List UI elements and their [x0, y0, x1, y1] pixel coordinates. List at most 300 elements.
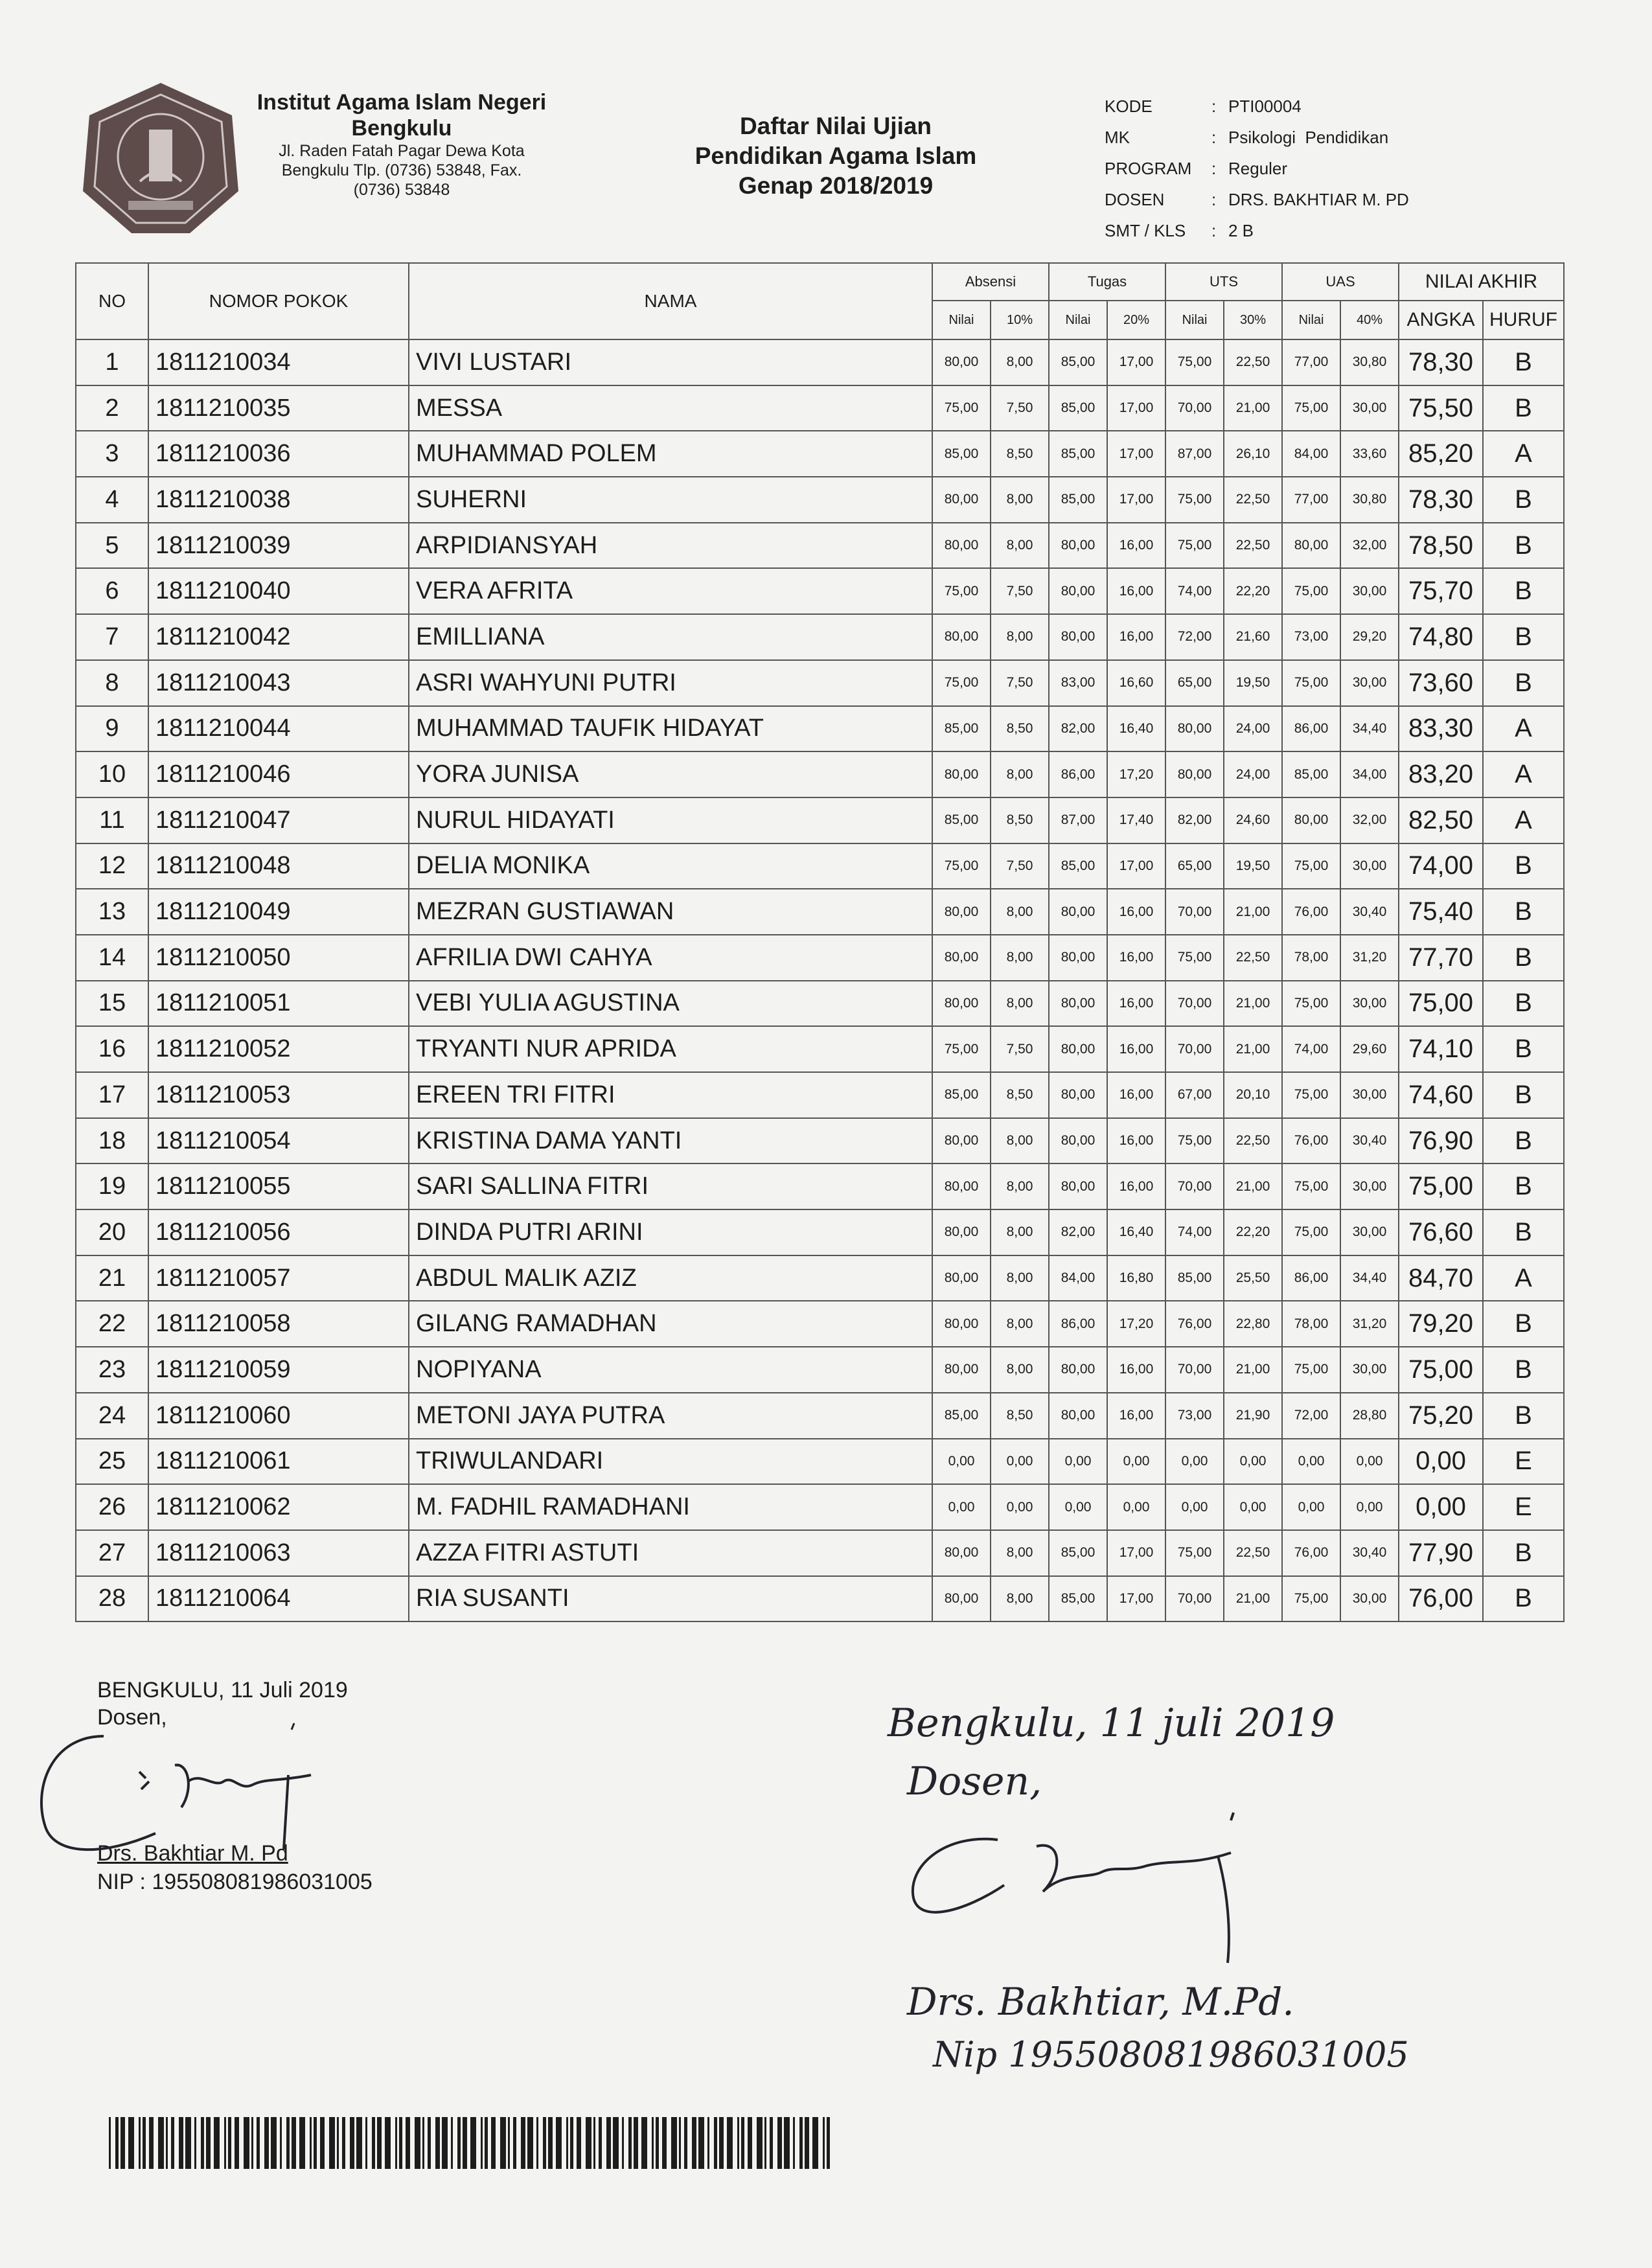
- row-huruf: E: [1483, 1439, 1564, 1485]
- row-abs-nilai: 85,00: [932, 797, 991, 843]
- row-nim: 1811210046: [148, 751, 409, 797]
- row-nama: SUHERNI: [409, 477, 932, 523]
- meta-value: DRS. BAKHTIAR M. PD: [1228, 190, 1409, 209]
- row-uas-pct: 30,00: [1340, 1209, 1399, 1255]
- row-abs-nilai: 85,00: [932, 1393, 991, 1439]
- row-abs-pct: 8,50: [991, 1393, 1049, 1439]
- row-nama: DELIA MONIKA: [409, 843, 932, 889]
- row-huruf: A: [1483, 431, 1564, 477]
- row-uts-nilai: 75,00: [1165, 935, 1224, 981]
- row-uts-pct: 21,00: [1224, 1163, 1282, 1209]
- row-angka: 78,50: [1399, 523, 1483, 569]
- row-tgs-nilai: 85,00: [1049, 1576, 1107, 1622]
- row-abs-pct: 8,00: [991, 614, 1049, 660]
- row-huruf: B: [1483, 1209, 1564, 1255]
- row-huruf: B: [1483, 1026, 1564, 1072]
- table-row: [76, 431, 1564, 477]
- row-uas-pct: 33,60: [1340, 431, 1399, 477]
- row-tgs-pct: 16,00: [1107, 1393, 1165, 1439]
- row-tgs-nilai: 0,00: [1049, 1439, 1107, 1485]
- row-uas-nilai: 72,00: [1282, 1393, 1340, 1439]
- table-row: [76, 1209, 1564, 1255]
- institution-address-3: (0736) 53848: [353, 181, 450, 199]
- row-uas-pct: 0,00: [1340, 1439, 1399, 1485]
- table-row: [76, 1439, 1564, 1485]
- row-uas-nilai: 78,00: [1282, 935, 1340, 981]
- row-abs-nilai: 75,00: [932, 568, 991, 614]
- row-angka: 75,00: [1399, 1347, 1483, 1393]
- row-uts-pct: 22,50: [1224, 1118, 1282, 1164]
- row-huruf: B: [1483, 477, 1564, 523]
- table-row: [76, 1072, 1564, 1118]
- row-no: 23: [76, 1347, 148, 1393]
- header-angka: ANGKA: [1399, 301, 1483, 339]
- row-tgs-nilai: 80,00: [1049, 523, 1107, 569]
- row-uts-pct: 21,60: [1224, 614, 1282, 660]
- handwritten-lecturer-name: Drs. Bakhtiar, M.Pd.: [907, 1980, 1294, 2024]
- row-huruf: B: [1483, 523, 1564, 569]
- row-tgs-nilai: 85,00: [1049, 477, 1107, 523]
- header-huruf: HURUF: [1483, 301, 1564, 339]
- table-row: [76, 889, 1564, 935]
- row-huruf: B: [1483, 889, 1564, 935]
- row-abs-pct: 8,50: [991, 797, 1049, 843]
- row-abs-pct: 7,50: [991, 1026, 1049, 1072]
- row-tgs-nilai: 87,00: [1049, 797, 1107, 843]
- row-tgs-nilai: 85,00: [1049, 431, 1107, 477]
- row-nim: 1811210063: [148, 1530, 409, 1576]
- meta-value: PTI00004: [1228, 97, 1302, 116]
- row-huruf: B: [1483, 1072, 1564, 1118]
- row-abs-nilai: 80,00: [932, 339, 991, 385]
- row-tgs-nilai: 85,00: [1049, 1530, 1107, 1576]
- row-tgs-pct: 17,20: [1107, 1301, 1165, 1347]
- row-uts-pct: 21,00: [1224, 1576, 1282, 1622]
- row-uas-pct: 34,00: [1340, 751, 1399, 797]
- table-row: [76, 339, 1564, 385]
- row-no: 5: [76, 523, 148, 569]
- row-tgs-nilai: 80,00: [1049, 981, 1107, 1027]
- row-uas-pct: 30,00: [1340, 1163, 1399, 1209]
- row-abs-pct: 8,00: [991, 477, 1049, 523]
- row-nama: M. FADHIL RAMADHANI: [409, 1484, 932, 1530]
- row-uas-pct: 30,40: [1340, 1118, 1399, 1164]
- row-nama: VIVI LUSTARI: [409, 339, 932, 385]
- row-uas-nilai: 84,00: [1282, 431, 1340, 477]
- title-line-3: Genap 2018/2019: [738, 172, 934, 199]
- printed-lecturer-nip: NIP : 195508081986031005: [97, 1870, 373, 1894]
- row-abs-nilai: 75,00: [932, 385, 991, 431]
- table-row: [76, 935, 1564, 981]
- row-abs-nilai: 80,00: [932, 889, 991, 935]
- row-no: 6: [76, 568, 148, 614]
- row-uts-nilai: 74,00: [1165, 1209, 1224, 1255]
- row-huruf: A: [1483, 751, 1564, 797]
- row-uas-nilai: 85,00: [1282, 751, 1340, 797]
- row-uas-pct: 30,00: [1340, 1347, 1399, 1393]
- row-nim: 1811210043: [148, 660, 409, 706]
- row-huruf: B: [1483, 1530, 1564, 1576]
- row-abs-nilai: 85,00: [932, 431, 991, 477]
- row-no: 17: [76, 1072, 148, 1118]
- row-abs-pct: 0,00: [991, 1439, 1049, 1485]
- row-tgs-nilai: 80,00: [1049, 614, 1107, 660]
- header-nomor-pokok: NOMOR POKOK: [148, 263, 409, 339]
- row-no: 11: [76, 797, 148, 843]
- table-row: [76, 1530, 1564, 1576]
- row-uts-nilai: 74,00: [1165, 568, 1224, 614]
- row-no: 24: [76, 1393, 148, 1439]
- row-uts-nilai: 70,00: [1165, 889, 1224, 935]
- row-tgs-pct: 17,00: [1107, 1576, 1165, 1622]
- row-uts-pct: 24,60: [1224, 797, 1282, 843]
- row-tgs-pct: 16,00: [1107, 1026, 1165, 1072]
- row-tgs-pct: 16,00: [1107, 614, 1165, 660]
- meta-row-smt: SMT / KLS : 2 B: [1105, 215, 1409, 246]
- row-nim: 1811210036: [148, 431, 409, 477]
- row-nim: 1811210042: [148, 614, 409, 660]
- row-angka: 74,60: [1399, 1072, 1483, 1118]
- row-abs-nilai: 80,00: [932, 477, 991, 523]
- row-tgs-nilai: 85,00: [1049, 843, 1107, 889]
- row-huruf: B: [1483, 614, 1564, 660]
- row-no: 2: [76, 385, 148, 431]
- row-uts-pct: 19,50: [1224, 660, 1282, 706]
- row-huruf: B: [1483, 1576, 1564, 1622]
- row-uts-nilai: 75,00: [1165, 339, 1224, 385]
- meta-key: DOSEN: [1105, 190, 1165, 209]
- row-tgs-nilai: 85,00: [1049, 339, 1107, 385]
- row-nim: 1811210050: [148, 935, 409, 981]
- row-uts-nilai: 65,00: [1165, 660, 1224, 706]
- row-uts-nilai: 0,00: [1165, 1439, 1224, 1485]
- meta-key: SMT / KLS: [1105, 221, 1186, 240]
- table-row: [76, 385, 1564, 431]
- row-uas-nilai: 75,00: [1282, 1576, 1340, 1622]
- row-no: 26: [76, 1484, 148, 1530]
- meta-key: PROGRAM: [1105, 159, 1192, 178]
- row-abs-pct: 8,00: [991, 1301, 1049, 1347]
- row-abs-pct: 8,00: [991, 935, 1049, 981]
- row-tgs-nilai: 80,00: [1049, 1393, 1107, 1439]
- header-no: NO: [76, 263, 148, 339]
- row-nama: NURUL HIDAYATI: [409, 797, 932, 843]
- row-abs-nilai: 80,00: [932, 1118, 991, 1164]
- row-uas-pct: 0,00: [1340, 1484, 1399, 1530]
- row-uas-pct: 30,00: [1340, 1576, 1399, 1622]
- row-uas-nilai: 76,00: [1282, 1530, 1340, 1576]
- row-uas-nilai: 75,00: [1282, 981, 1340, 1027]
- row-uts-pct: 22,50: [1224, 935, 1282, 981]
- row-abs-nilai: 80,00: [932, 1530, 991, 1576]
- barcode-icon: [109, 2117, 834, 2169]
- row-no: 14: [76, 935, 148, 981]
- row-uts-pct: 0,00: [1224, 1484, 1282, 1530]
- row-no: 19: [76, 1163, 148, 1209]
- row-uts-nilai: 87,00: [1165, 431, 1224, 477]
- row-uts-pct: 21,90: [1224, 1393, 1282, 1439]
- row-uts-nilai: 67,00: [1165, 1072, 1224, 1118]
- table-row: [76, 1301, 1564, 1347]
- row-abs-pct: 8,00: [991, 751, 1049, 797]
- row-angka: 78,30: [1399, 339, 1483, 385]
- row-nama: AZZA FITRI ASTUTI: [409, 1530, 932, 1576]
- row-angka: 79,20: [1399, 1301, 1483, 1347]
- row-abs-pct: 7,50: [991, 843, 1049, 889]
- row-uas-pct: 30,00: [1340, 385, 1399, 431]
- row-uas-nilai: 75,00: [1282, 660, 1340, 706]
- row-abs-pct: 8,00: [991, 1347, 1049, 1393]
- row-uts-pct: 22,80: [1224, 1301, 1282, 1347]
- row-nim: 1811210061: [148, 1439, 409, 1485]
- row-nim: 1811210038: [148, 477, 409, 523]
- row-abs-nilai: 0,00: [932, 1484, 991, 1530]
- row-tgs-pct: 16,00: [1107, 523, 1165, 569]
- row-huruf: B: [1483, 981, 1564, 1027]
- row-angka: 76,60: [1399, 1209, 1483, 1255]
- row-uas-pct: 34,40: [1340, 706, 1399, 752]
- row-nama: AFRILIA DWI CAHYA: [409, 935, 932, 981]
- row-nama: VERA AFRITA: [409, 568, 932, 614]
- row-tgs-pct: 16,00: [1107, 935, 1165, 981]
- row-huruf: B: [1483, 660, 1564, 706]
- row-uts-pct: 21,00: [1224, 385, 1282, 431]
- header-absensi: Absensi: [932, 263, 1049, 301]
- row-huruf: B: [1483, 1301, 1564, 1347]
- header-uts-nilai: Nilai: [1165, 301, 1224, 339]
- row-nama: MUHAMMAD TAUFIK HIDAYAT: [409, 706, 932, 752]
- row-tgs-pct: 16,00: [1107, 568, 1165, 614]
- row-nim: 1811210044: [148, 706, 409, 752]
- row-nim: 1811210048: [148, 843, 409, 889]
- row-nama: MESSA: [409, 385, 932, 431]
- row-nim: 1811210047: [148, 797, 409, 843]
- row-abs-nilai: 0,00: [932, 1439, 991, 1485]
- row-huruf: A: [1483, 1255, 1564, 1301]
- row-nama: ABDUL MALIK AZIZ: [409, 1255, 932, 1301]
- row-tgs-nilai: 80,00: [1049, 1347, 1107, 1393]
- row-no: 12: [76, 843, 148, 889]
- row-abs-nilai: 85,00: [932, 706, 991, 752]
- row-uas-pct: 30,40: [1340, 889, 1399, 935]
- meta-row-dosen: DOSEN : DRS. BAKHTIAR M. PD: [1105, 184, 1409, 215]
- row-nama: KRISTINA DAMA YANTI: [409, 1118, 932, 1164]
- row-uts-pct: 22,20: [1224, 568, 1282, 614]
- row-abs-nilai: 80,00: [932, 1576, 991, 1622]
- row-uas-pct: 30,00: [1340, 568, 1399, 614]
- row-angka: 83,20: [1399, 751, 1483, 797]
- row-abs-nilai: 80,00: [932, 1301, 991, 1347]
- row-no: 8: [76, 660, 148, 706]
- row-abs-pct: 7,50: [991, 660, 1049, 706]
- row-uts-pct: 25,50: [1224, 1255, 1282, 1301]
- row-uas-nilai: 75,00: [1282, 1209, 1340, 1255]
- row-tgs-pct: 16,00: [1107, 1347, 1165, 1393]
- row-abs-nilai: 80,00: [932, 981, 991, 1027]
- row-uts-pct: 22,50: [1224, 339, 1282, 385]
- row-nim: 1811210052: [148, 1026, 409, 1072]
- row-uas-pct: 31,20: [1340, 1301, 1399, 1347]
- row-no: 1: [76, 339, 148, 385]
- handwritten-signature-block: [868, 1678, 1516, 2092]
- row-no: 9: [76, 706, 148, 752]
- row-uts-nilai: 75,00: [1165, 477, 1224, 523]
- row-uts-pct: 24,00: [1224, 751, 1282, 797]
- row-uts-pct: 26,10: [1224, 431, 1282, 477]
- row-nim: 1811210051: [148, 981, 409, 1027]
- row-nim: 1811210034: [148, 339, 409, 385]
- row-angka: 74,10: [1399, 1026, 1483, 1072]
- row-huruf: B: [1483, 1347, 1564, 1393]
- row-uts-nilai: 70,00: [1165, 1026, 1224, 1072]
- row-abs-nilai: 80,00: [932, 523, 991, 569]
- row-tgs-pct: 16,80: [1107, 1255, 1165, 1301]
- row-uas-nilai: 75,00: [1282, 843, 1340, 889]
- row-uts-pct: 22,50: [1224, 523, 1282, 569]
- row-no: 7: [76, 614, 148, 660]
- meta-row-kode: KODE : PTI00004: [1105, 91, 1409, 122]
- row-uas-nilai: 75,00: [1282, 1347, 1340, 1393]
- row-uas-nilai: 75,00: [1282, 1163, 1340, 1209]
- row-nim: 1811210049: [148, 889, 409, 935]
- row-tgs-pct: 17,00: [1107, 843, 1165, 889]
- row-uas-nilai: 78,00: [1282, 1301, 1340, 1347]
- course-meta: [1105, 91, 1409, 246]
- row-uts-nilai: 75,00: [1165, 1530, 1224, 1576]
- row-abs-nilai: 80,00: [932, 1163, 991, 1209]
- row-abs-pct: 8,50: [991, 706, 1049, 752]
- row-uts-pct: 21,00: [1224, 1347, 1282, 1393]
- row-uas-pct: 30,80: [1340, 339, 1399, 385]
- header-abs-nilai: Nilai: [932, 301, 991, 339]
- row-uas-nilai: 0,00: [1282, 1439, 1340, 1485]
- row-angka: 77,90: [1399, 1530, 1483, 1576]
- row-uts-pct: 21,00: [1224, 1026, 1282, 1072]
- header-uas-nilai: Nilai: [1282, 301, 1340, 339]
- row-tgs-nilai: 80,00: [1049, 935, 1107, 981]
- meta-value: 2 B: [1228, 221, 1254, 240]
- row-huruf: B: [1483, 568, 1564, 614]
- row-tgs-pct: 17,00: [1107, 1530, 1165, 1576]
- row-nim: 1811210058: [148, 1301, 409, 1347]
- header-tgs-pct: 20%: [1107, 301, 1165, 339]
- handwritten-place-date: Bengkulu, 11 juli 2019: [888, 1701, 1335, 1746]
- row-uts-pct: 19,50: [1224, 843, 1282, 889]
- row-uts-nilai: 70,00: [1165, 1576, 1224, 1622]
- row-angka: 74,00: [1399, 843, 1483, 889]
- printed-lecturer-name: Drs. Bakhtiar M. Pd: [97, 1841, 288, 1866]
- row-nama: GILANG RAMADHAN: [409, 1301, 932, 1347]
- row-uts-nilai: 82,00: [1165, 797, 1224, 843]
- row-nim: 1811210064: [148, 1576, 409, 1622]
- row-angka: 75,00: [1399, 1163, 1483, 1209]
- row-abs-nilai: 80,00: [932, 1255, 991, 1301]
- row-abs-pct: 0,00: [991, 1484, 1049, 1530]
- row-uts-nilai: 75,00: [1165, 1118, 1224, 1164]
- row-tgs-nilai: 80,00: [1049, 568, 1107, 614]
- row-abs-pct: 8,00: [991, 889, 1049, 935]
- row-abs-pct: 7,50: [991, 385, 1049, 431]
- row-tgs-nilai: 82,00: [1049, 1209, 1107, 1255]
- row-nama: NOPIYANA: [409, 1347, 932, 1393]
- table-row: [76, 751, 1564, 797]
- row-no: 4: [76, 477, 148, 523]
- row-abs-pct: 8,00: [991, 1163, 1049, 1209]
- row-uas-pct: 29,60: [1340, 1026, 1399, 1072]
- row-nama: EMILLIANA: [409, 614, 932, 660]
- row-uas-nilai: 76,00: [1282, 889, 1340, 935]
- row-no: 3: [76, 431, 148, 477]
- row-tgs-pct: 16,00: [1107, 889, 1165, 935]
- row-huruf: B: [1483, 843, 1564, 889]
- table-row: [76, 1026, 1564, 1072]
- row-nama: DINDA PUTRI ARINI: [409, 1209, 932, 1255]
- handwritten-role: Dosen,: [907, 1759, 1042, 1804]
- row-abs-nilai: 85,00: [932, 1072, 991, 1118]
- table-row: [76, 1484, 1564, 1530]
- row-uts-nilai: 72,00: [1165, 614, 1224, 660]
- row-uts-pct: 0,00: [1224, 1439, 1282, 1485]
- row-tgs-nilai: 80,00: [1049, 1072, 1107, 1118]
- row-tgs-pct: 17,00: [1107, 431, 1165, 477]
- printed-place-date: BENGKULU, 11 Juli 2019: [97, 1678, 348, 1702]
- row-abs-pct: 8,00: [991, 1530, 1049, 1576]
- row-abs-pct: 8,00: [991, 523, 1049, 569]
- row-tgs-pct: 16,60: [1107, 660, 1165, 706]
- row-no: 21: [76, 1255, 148, 1301]
- row-uas-pct: 29,20: [1340, 614, 1399, 660]
- row-uts-nilai: 85,00: [1165, 1255, 1224, 1301]
- row-uas-pct: 30,80: [1340, 477, 1399, 523]
- row-tgs-pct: 17,00: [1107, 339, 1165, 385]
- row-nama: ARPIDIANSYAH: [409, 523, 932, 569]
- row-uas-pct: 30,00: [1340, 981, 1399, 1027]
- row-angka: 82,50: [1399, 797, 1483, 843]
- row-uas-nilai: 86,00: [1282, 706, 1340, 752]
- row-abs-nilai: 80,00: [932, 1209, 991, 1255]
- row-uts-nilai: 70,00: [1165, 981, 1224, 1027]
- row-nama: METONI JAYA PUTRA: [409, 1393, 932, 1439]
- row-uas-nilai: 80,00: [1282, 523, 1340, 569]
- row-angka: 83,30: [1399, 706, 1483, 752]
- row-abs-pct: 8,00: [991, 1209, 1049, 1255]
- table-row: [76, 1255, 1564, 1301]
- row-tgs-nilai: 80,00: [1049, 889, 1107, 935]
- row-nim: 1811210057: [148, 1255, 409, 1301]
- row-tgs-nilai: 0,00: [1049, 1484, 1107, 1530]
- row-uts-nilai: 80,00: [1165, 751, 1224, 797]
- row-tgs-pct: 16,40: [1107, 706, 1165, 752]
- row-tgs-nilai: 80,00: [1049, 1163, 1107, 1209]
- row-uas-nilai: 75,00: [1282, 1072, 1340, 1118]
- row-no: 10: [76, 751, 148, 797]
- row-abs-pct: 7,50: [991, 568, 1049, 614]
- row-huruf: B: [1483, 1163, 1564, 1209]
- row-uts-nilai: 70,00: [1165, 1163, 1224, 1209]
- row-huruf: A: [1483, 706, 1564, 752]
- row-tgs-nilai: 84,00: [1049, 1255, 1107, 1301]
- row-tgs-pct: 0,00: [1107, 1484, 1165, 1530]
- table-row: [76, 1163, 1564, 1209]
- table-row: [76, 843, 1564, 889]
- header-uts: UTS: [1165, 263, 1282, 301]
- signature-mark-left: [26, 1710, 330, 1866]
- row-no: 28: [76, 1576, 148, 1622]
- row-no: 22: [76, 1301, 148, 1347]
- row-uas-pct: 32,00: [1340, 797, 1399, 843]
- iain-bengkulu-seal-icon: [76, 78, 245, 240]
- row-angka: 0,00: [1399, 1484, 1483, 1530]
